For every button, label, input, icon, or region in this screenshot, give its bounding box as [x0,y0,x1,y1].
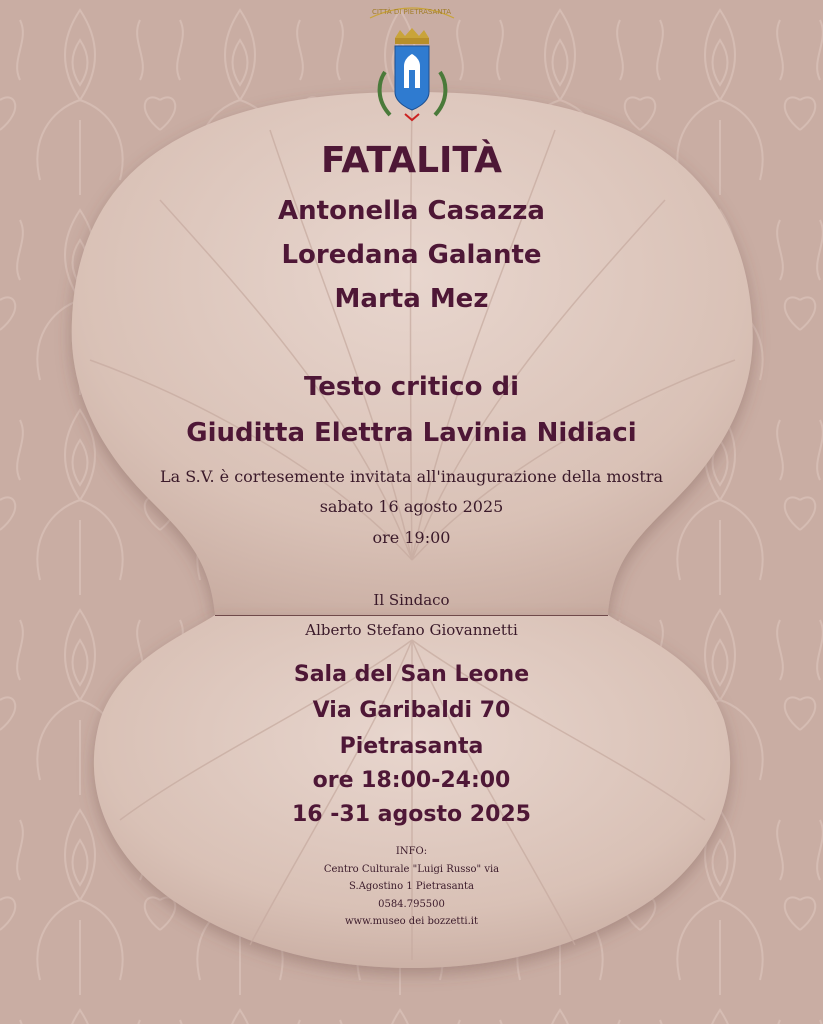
venue-line: Via Garibaldi 70 [312,698,511,723]
opening-date: sabato 16 agosto 2025 [319,497,504,516]
mayor-name: Alberto Stefano Giovannetti [305,621,518,639]
artist-name: Loredana Galante [281,240,542,270]
info-line: INFO: [395,846,428,857]
invitation-text: La S.V. è cortesemente invitata all'inaugurazione della mostra [160,467,663,486]
opening-time: ore 19:00 [372,528,451,547]
mayor-title: Il Sindaco [373,591,450,609]
artist-name: Marta Mez [334,284,489,314]
artist-name: Antonella Casazza [278,196,545,226]
venue-line: Sala del San Leone [293,662,530,687]
venue-line: Pietrasanta [339,734,484,759]
venue-line: ore 18:00-24:00 [312,768,511,793]
info-line: Centro Culturale "Luigi Russo" via [323,864,500,875]
venue-line: 16 -31 agosto 2025 [291,802,531,827]
critic-label: Testo critico di [303,372,520,402]
divider [215,615,608,616]
website-link[interactable]: www.museo dei bozzetti.it [344,916,479,927]
info-line: 0584.795500 [378,899,445,910]
critic-name: Giuditta Elettra Lavinia Nidiaci [186,418,637,448]
crest-motto: CITTÀ DI PIETRASANTA [371,8,451,16]
info-line: S.Agostino 1 Pietrasanta [349,881,474,892]
exhibition-title: FATALITÀ [320,140,503,181]
